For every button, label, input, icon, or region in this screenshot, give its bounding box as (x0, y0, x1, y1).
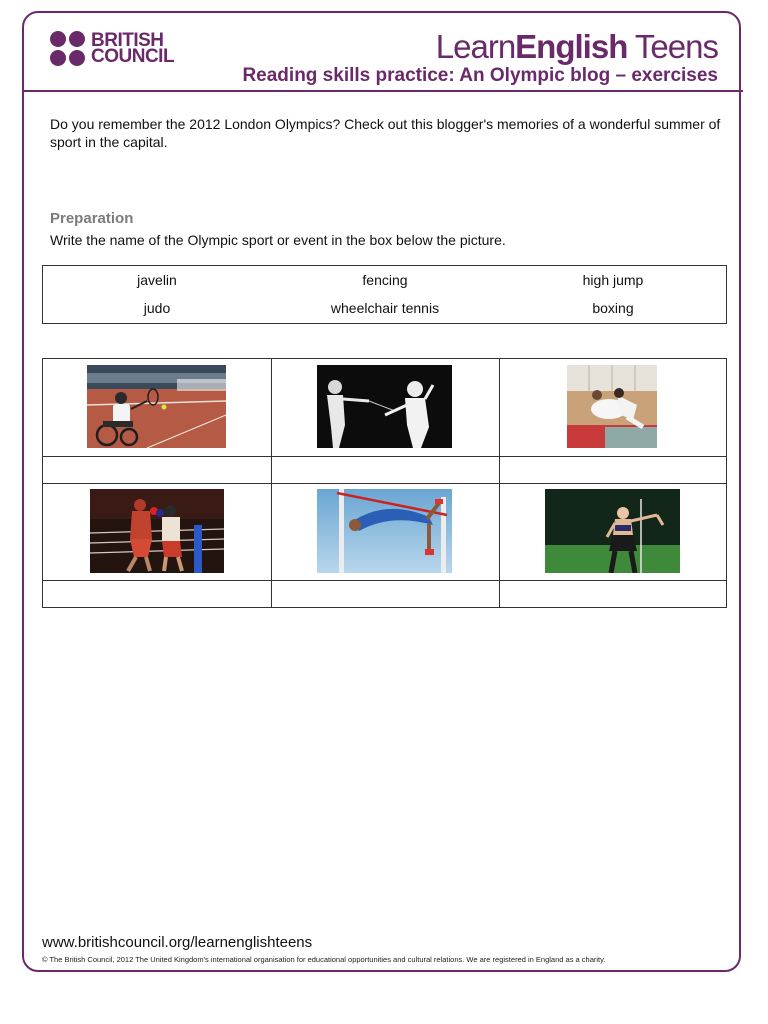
fencing-photo (317, 365, 452, 448)
footer-url[interactable]: www.britishcouncil.org/learnenglishteens (42, 934, 313, 951)
word-fencing: fencing (362, 272, 408, 288)
british-council-logo (50, 31, 174, 66)
header-divider (22, 90, 743, 92)
logo-learn: Learn (435, 28, 516, 65)
word-high-jump: high jump (582, 272, 644, 288)
logo-english: English (515, 28, 628, 65)
answer-box-5[interactable] (272, 581, 499, 608)
high-jump-photo (317, 489, 452, 573)
british-council-dots-icon (50, 31, 85, 66)
answer-box-3[interactable] (500, 457, 727, 483)
learnenglish-teens-logo (436, 28, 718, 66)
wheelchair-tennis-photo (87, 365, 226, 448)
brand-line-1: BRITISH (91, 29, 164, 51)
javelin-photo (545, 489, 680, 573)
brand-line-2: COUNCIL (91, 45, 175, 67)
preparation-heading: Preparation (50, 210, 134, 227)
word-boxing: boxing (592, 300, 634, 316)
footer-copyright: © The British Council, 2012 The United Kingdom's international organisation for educational opportunities and cultural relations. We are registered in England as a charity. (42, 955, 606, 964)
logo-teens: Teens (627, 28, 718, 65)
answer-box-6[interactable] (500, 581, 727, 608)
boxing-photo (90, 489, 224, 573)
word-javelin: javelin (137, 272, 177, 288)
answer-box-4[interactable] (43, 581, 271, 608)
answer-box-1[interactable] (43, 457, 271, 483)
document-title: Reading skills practice: An Olympic blog – exercises (242, 65, 718, 86)
judo-photo (567, 365, 657, 448)
answer-box-2[interactable] (272, 457, 499, 483)
word-wheelchair-tennis: wheelchair tennis (330, 300, 440, 316)
word-judo: judo (143, 300, 171, 316)
picture-table (42, 358, 727, 608)
word-bank (42, 265, 727, 324)
intro-text: Do you remember the 2012 London Olympics? Check out this blogger's memories of a wonderful summer of sport in the capital. (50, 116, 721, 150)
preparation-instruction: Write the name of the Olympic sport or event in the box below the picture. (50, 232, 506, 248)
